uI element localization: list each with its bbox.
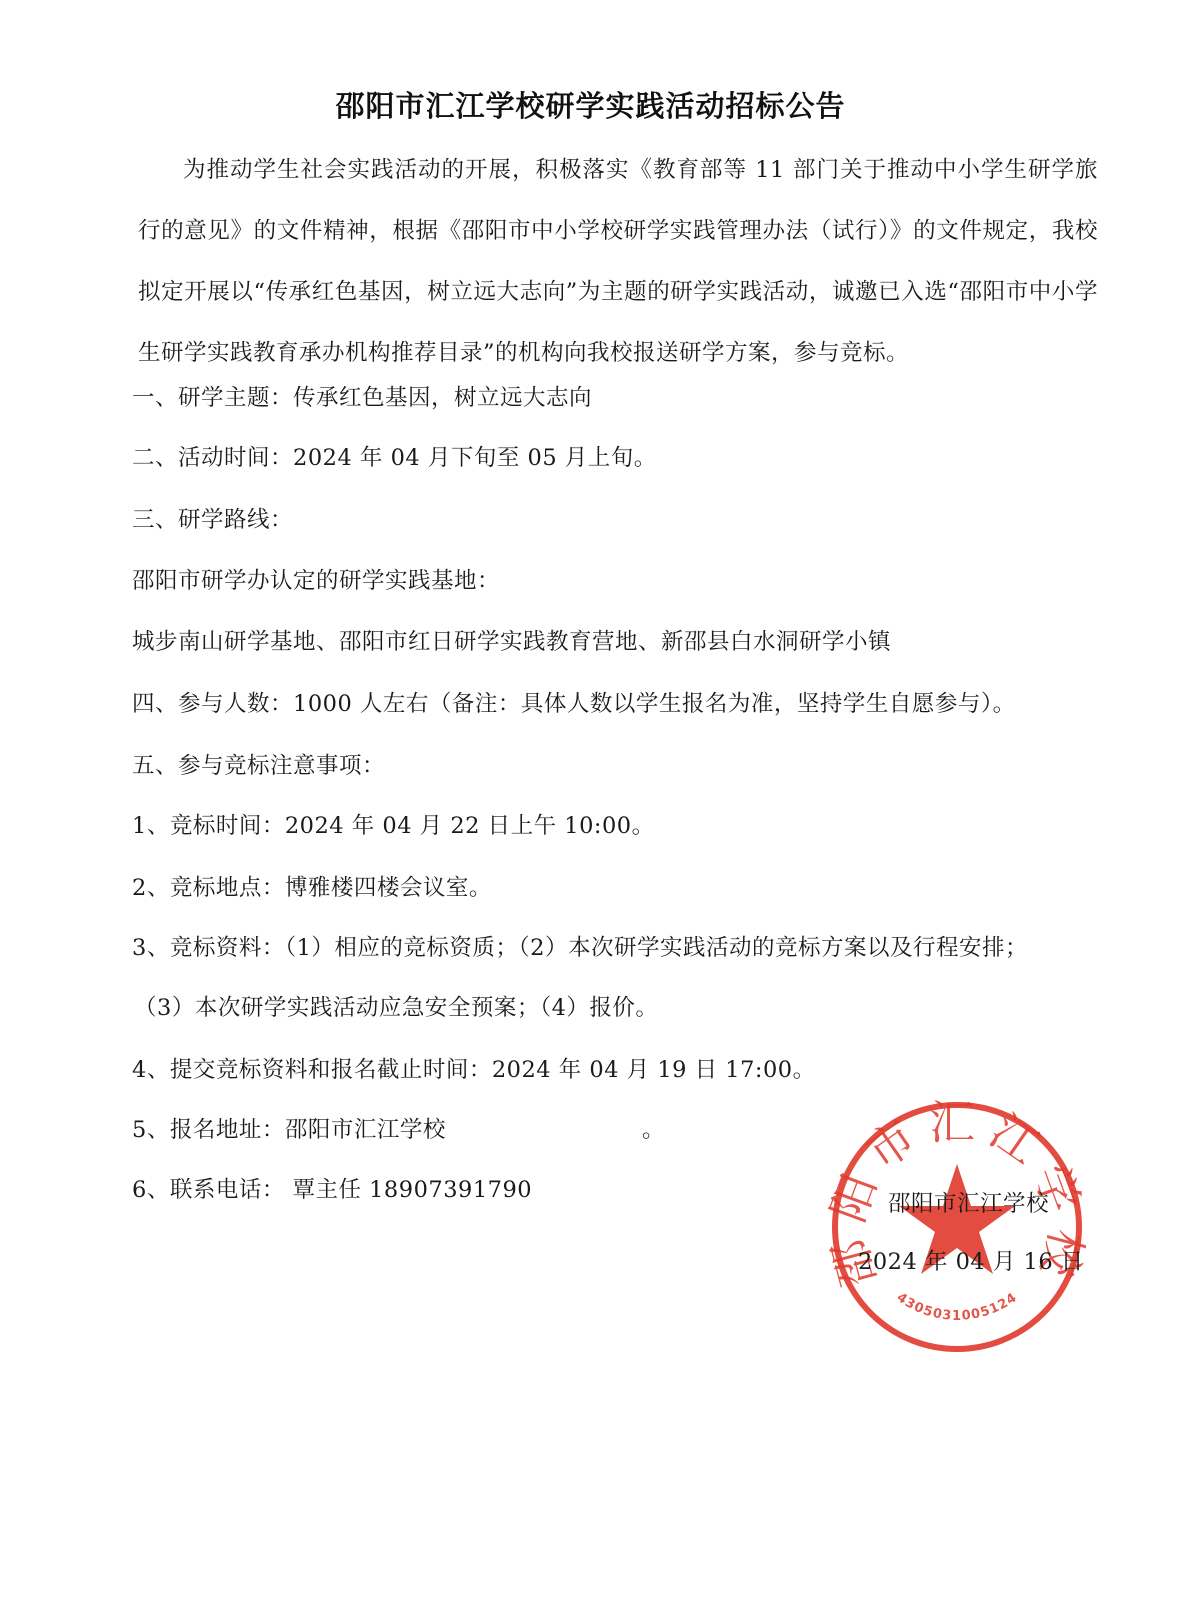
note-3b: （3）本次研学实践活动应急安全预案；（4）报价。	[134, 995, 659, 1021]
seal-text: 市汇江	[856, 1098, 1058, 1181]
route-heading: 三、研学路线：	[132, 507, 294, 533]
note-4: 4、提交竞标资料和报名截止时间：2024 年 04 月 19 日 17:00。	[132, 1057, 816, 1083]
seal-number: 4305031005124	[893, 1290, 1021, 1324]
note-5: 5、报名地址：邵阳市汇江学校	[132, 1117, 446, 1143]
note-6: 6、联系电话： 覃主任 18907391790	[132, 1177, 533, 1203]
seal-graphic	[828, 1098, 1086, 1356]
official-seal	[828, 1098, 1086, 1356]
note-2: 2、竞标地点：博雅楼四楼会议室。	[132, 875, 492, 901]
time-line: 二、活动时间：2024 年 04 月下旬至 05 月上旬。	[132, 445, 657, 471]
note-5-end: 。	[642, 1117, 666, 1143]
note-3a: 3、竞标资料：（1）相应的竞标资质；（2）本次研学实践活动的竞标方案以及行程安排；	[132, 935, 1028, 961]
notes-heading: 五、参与竞标注意事项：	[132, 753, 386, 779]
document-title: 邵阳市汇江学校研学实践活动招标公告	[335, 89, 846, 123]
theme-line: 一、研学主题：传承红色基因，树立远大志向	[132, 385, 593, 411]
participants-line: 四、参与人数：1000 人左右（备注：具体人数以学生报名为准，坚持学生自愿参与）。	[132, 691, 1016, 717]
route-intro: 邵阳市研学办认定的研学实践基地：	[132, 568, 501, 594]
route-bases: 城步南山研学基地、邵阳市红日研学实践教育营地、新邵县白水洞研学小镇	[132, 629, 892, 655]
svg-text:4305031005124	[894, 1290, 1020, 1324]
note-1: 1、竞标时间：2024 年 04 月 22 日上午 10:00。	[132, 813, 655, 839]
signature-date: 2024 年 04 月 16 日	[858, 1249, 1084, 1275]
intro-paragraph: 为推动学生社会实践活动的开展，积极落实《教育部等 11 部门关于推动中小学生研学旅行的意见》的文件精神，根据《邵阳市中小学校研学实践管理办法（试行）》的文件规定，我校拟定开展以“传承红色基因，树立远大志向”为主题的研学实践活动，诚邀已入选“邵阳市中小学生研学实践教育承办机构推荐目录”的机构向我校报送研学方案，参与竞标。	[138, 157, 1098, 366]
signature-org: 邵阳市汇江学校	[888, 1191, 1050, 1217]
